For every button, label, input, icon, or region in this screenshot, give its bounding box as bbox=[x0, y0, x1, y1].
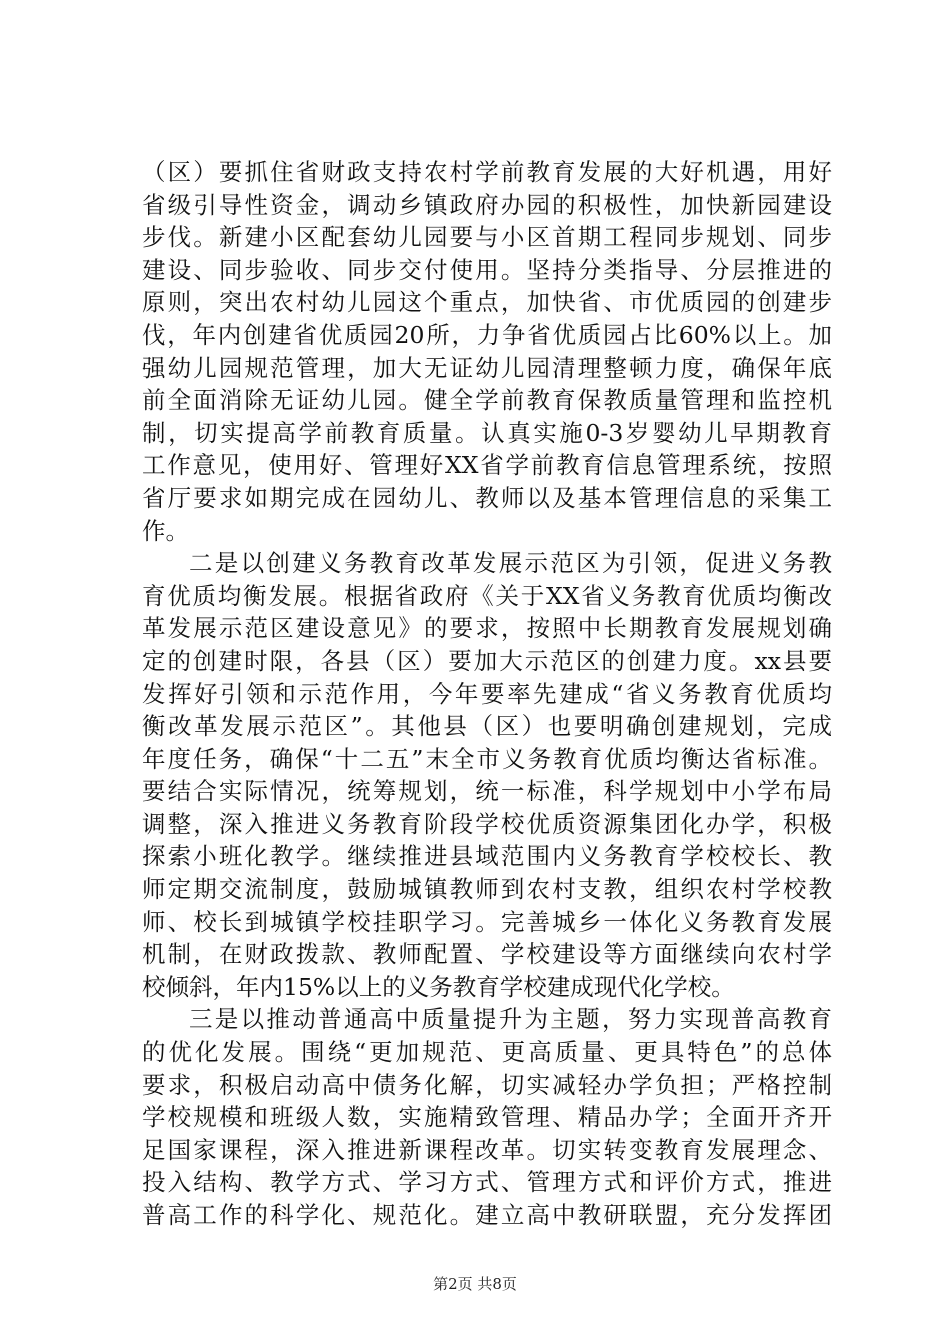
text-line: 育优质均衡发展。根据省政府《关于XX省义务教育优质均衡改 bbox=[142, 581, 832, 610]
text-line: 衡改革发展示范区”。其他县（区）也要明确创建规划，完成 bbox=[142, 712, 832, 741]
text-line: 前全面消除无证幼儿园。健全学前教育保教质量管理和监控机 bbox=[142, 386, 832, 415]
text-line: 伐，年内创建省优质园20所，力争省优质园占比60%以上。加 bbox=[142, 320, 832, 349]
text-line: 建设、同步验收、同步交付使用。坚持分类指导、分层推进的 bbox=[142, 255, 832, 284]
text-line: 足国家课程，深入推进新课程改革。切实转变教育发展理念、 bbox=[142, 1135, 832, 1164]
text-line: 三是以推动普通高中质量提升为主题，努力实现普高教育 bbox=[189, 1005, 832, 1034]
text-line: 定的创建时限，各县（区）要加大示范区的创建力度。xx县要 bbox=[142, 646, 832, 675]
text-line: 强幼儿园规范管理，加大无证幼儿园清理整顿力度，确保年底 bbox=[142, 353, 832, 382]
document-body bbox=[142, 156, 832, 1232]
text-line: 省厅要求如期完成在园幼儿、教师以及基本管理信息的采集工 bbox=[142, 483, 832, 512]
text-line: 校倾斜，年内15%以上的义务教育学校建成现代化学校。 bbox=[142, 972, 735, 1001]
text-line: 作。 bbox=[142, 516, 189, 545]
text-line: 普高工作的科学化、规范化。建立高中教研联盟，充分发挥团 bbox=[142, 1201, 832, 1229]
text-line: 投入结构、教学方式、学习方式、管理方式和评价方式，推进 bbox=[142, 1168, 832, 1197]
text-line: 师定期交流制度，鼓励城镇教师到农村支教，组织农村学校教 bbox=[142, 875, 832, 904]
text-line: 师、校长到城镇学校挂职学习。完善城乡一体化义务教育发展 bbox=[142, 907, 832, 936]
text-line: 要求，积极启动高中债务化解，切实减轻办学负担；严格控制 bbox=[142, 1070, 832, 1099]
text-line: 机制，在财政拨款、教师配置、学校建设等方面继续向农村学 bbox=[142, 940, 832, 969]
text-line: 要结合实际情况，统筹规划，统一标准，科学规划中小学布局 bbox=[142, 777, 832, 806]
text-line: 制，切实提高学前教育质量。认真实施0-3岁婴幼儿早期教育 bbox=[142, 418, 832, 447]
text-line: 工作意见，使用好、管理好XX省学前教育信息管理系统，按照 bbox=[142, 451, 832, 480]
text-line: 探索小班化教学。继续推进县域范围内义务教育学校校长、教 bbox=[142, 842, 832, 871]
text-line: 二是以创建义务教育改革发展示范区为引领，促进义务教 bbox=[189, 549, 832, 578]
text-line: 的优化发展。围绕“更加规范、更高质量、更具特色”的总体 bbox=[142, 1038, 832, 1067]
text-line: 发挥好引领和示范作用，今年要率先建成“省义务教育优质均 bbox=[142, 679, 832, 708]
text-line: 年度任务，确保“十二五”末全市义务教育优质均衡达省标准。 bbox=[142, 744, 832, 773]
text-line: 步伐。新建小区配套幼儿园要与小区首期工程同步规划、同步 bbox=[142, 223, 832, 252]
text-line: 原则，突出农村幼儿园这个重点，加快省、市优质园的创建步 bbox=[142, 288, 832, 317]
text-line: 调整，深入推进义务教育阶段学校优质资源集团化办学，积极 bbox=[142, 809, 832, 838]
text-line: 省级引导性资金，调动乡镇政府办园的积极性，加快新园建设 bbox=[142, 190, 832, 219]
text-line: （区）要抓住省财政支持农村学前教育发展的大好机遇，用好 bbox=[142, 158, 832, 186]
text-line: 学校规模和班级人数，实施精致管理、精品办学；全面开齐开 bbox=[142, 1103, 832, 1132]
page-number-footer: 第2页 共8页 bbox=[433, 1275, 517, 1293]
text-line: 革发展示范区建设意见》的要求，按照中长期教育发展规划确 bbox=[142, 614, 832, 643]
